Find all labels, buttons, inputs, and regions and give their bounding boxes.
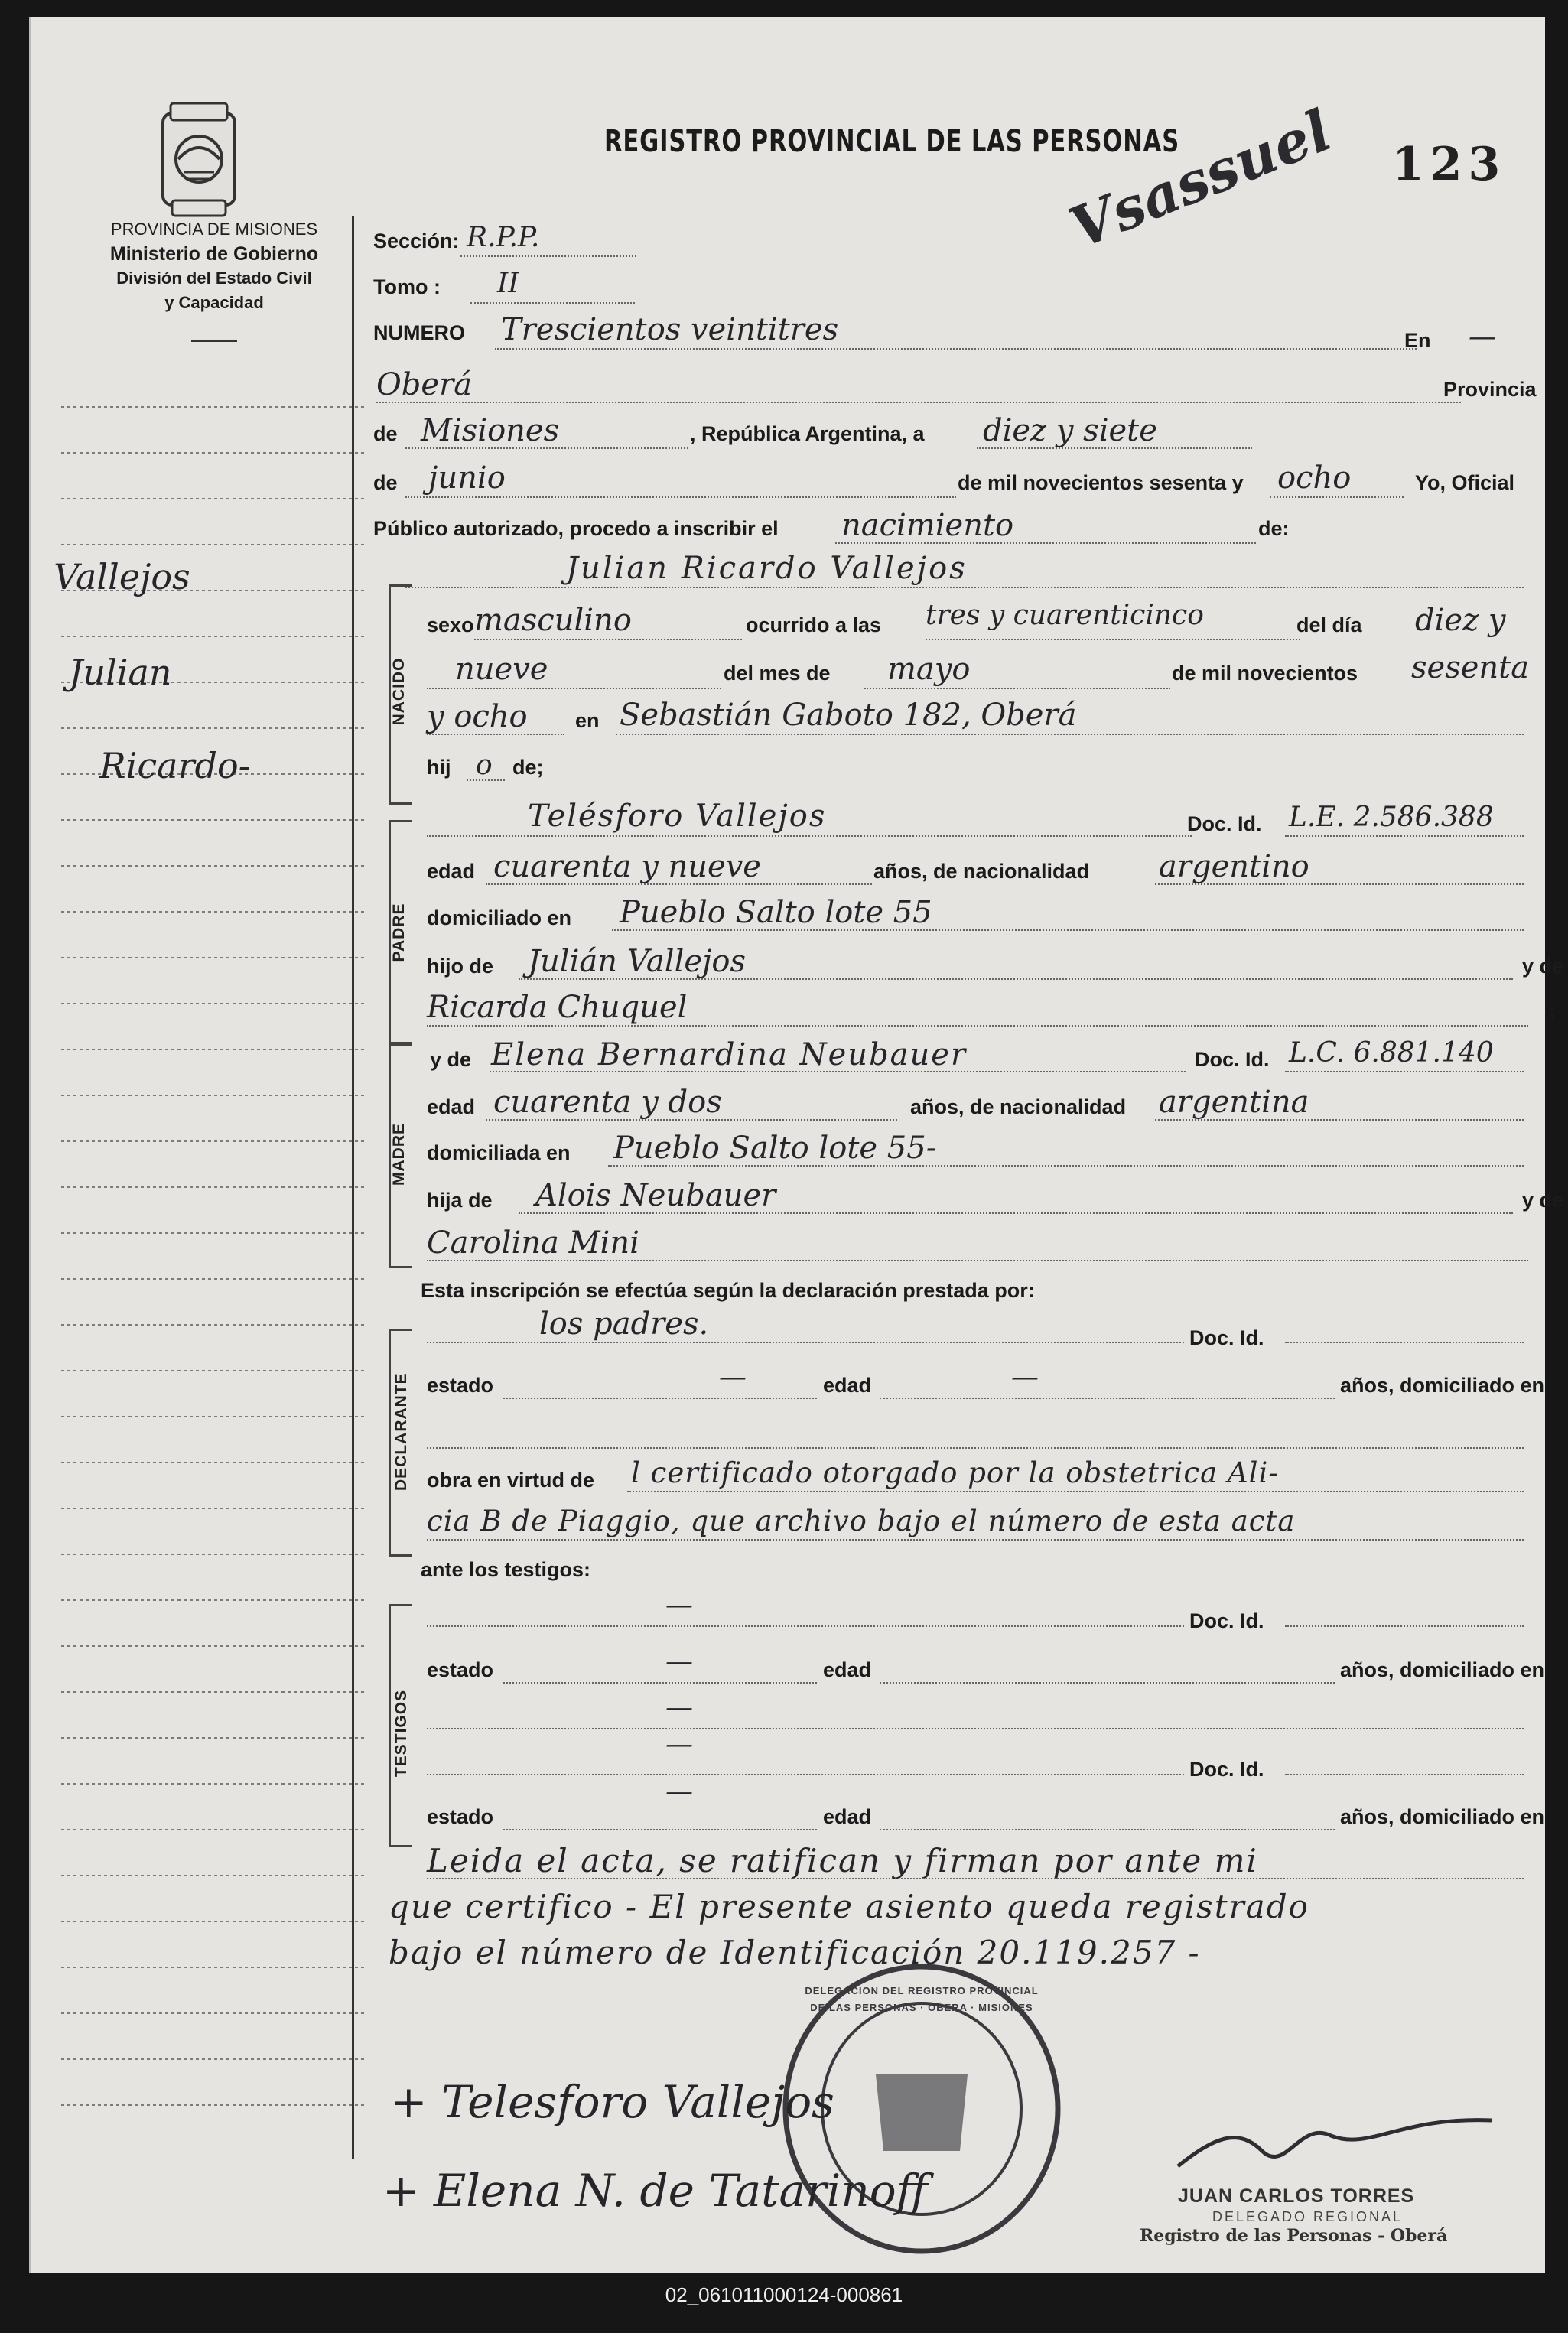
label-padre-hijo-de: hijo de (427, 955, 493, 978)
ministry-label: Ministerio de Gobierno (109, 243, 319, 265)
label-madre-y-de: y de (1522, 1189, 1564, 1212)
margin-name-2: Ricardo- (99, 745, 251, 786)
image-caption: 02_061011000124-000861 (665, 2283, 903, 2306)
label-madre-nacionalidad: años, de nacionalidad (910, 1095, 1127, 1118)
value-fecha-anio: ocho (1277, 460, 1352, 496)
label-ante-testigos: ante los testigos: (421, 1558, 591, 1581)
label-madre-y-de: y de (430, 1048, 472, 1071)
label-de-mes: de (373, 471, 398, 494)
label-semicolon: ; (1549, 999, 1556, 1022)
value-padre-nacionalidad: argentino (1159, 849, 1309, 884)
label-obra: obra en virtud de (427, 1469, 595, 1492)
division-label: División del Estado Civil (116, 268, 312, 288)
certificate-page (29, 17, 1564, 2273)
label-testigo-2-estado: estado (427, 1805, 494, 1828)
label-testigo-1-estado: estado (427, 1658, 494, 1681)
value-madre-edad: cuarenta y dos (493, 1085, 722, 1120)
label-declarante-edad: edad (823, 1374, 872, 1397)
label-de-inscribir: de: (1258, 517, 1290, 540)
ruled-lines (61, 353, 367, 2182)
value-anio-1: sesenta (1411, 650, 1530, 685)
label-testigo-1-edad: edad (823, 1658, 872, 1681)
label-testigo-2-edad: edad (823, 1805, 872, 1828)
value-testigo-1-estado: — (665, 1646, 693, 1677)
official-signature-icon (1170, 2105, 1507, 2189)
value-dia-1: diez y (1415, 603, 1506, 638)
value-testigo-2-nombre: — (665, 1729, 693, 1760)
value-testigo-2-estado: — (665, 1776, 693, 1808)
label-de-mil: de mil novecientos sesenta y (958, 471, 1244, 494)
value-fecha-dia: diez y siete (983, 413, 1157, 448)
value-madre-nombre: Elena Bernardina Neubauer (491, 1037, 968, 1072)
label-hijo: hij (427, 756, 451, 779)
label-en-lugar: en (575, 709, 600, 732)
divider (191, 340, 237, 342)
value-mes: mayo (887, 652, 971, 687)
margin-name-1: Julian (69, 652, 172, 693)
label-padre-y-de: y de (1522, 955, 1564, 978)
label-provincia: Provincia (1443, 378, 1537, 401)
page-number: 123 (1392, 138, 1507, 191)
official-role: DELEGADO REGIONAL (1212, 2209, 1404, 2224)
note-line-1: Leida el acta, se ratifican y firman por ante mi (427, 1842, 1258, 1879)
value-testigo-1-domicilio: — (665, 1692, 693, 1723)
label-numero: NUMERO (373, 321, 465, 344)
province-label: PROVINCIA DE MISIONES (110, 220, 318, 239)
label-padre-domicilio: domiciliado en (427, 906, 572, 929)
note-line-2: que certifico - El presente asiento queda registrado (389, 1888, 1309, 1925)
section-label-padre: PADRE (390, 903, 408, 962)
label-yo-oficial: Yo, Oficial (1415, 471, 1515, 494)
document-title: REGISTRO PROVINCIAL DE LAS PERSONAS (604, 124, 1180, 159)
label-testigo-2-domicilio: años, domiciliado en (1340, 1805, 1545, 1828)
value-acto: nacimiento (841, 508, 1014, 543)
label-declarante-estado: estado (427, 1374, 494, 1397)
value-fecha-mes: junio (428, 460, 506, 496)
label-padre-nacionalidad: años, de nacionalidad (873, 860, 1090, 883)
label-publico: Público autorizado, procedo a inscribir el (373, 517, 779, 540)
label-ocurrido: ocurrido a las (746, 613, 882, 636)
value-lugar: Oberá (376, 367, 473, 402)
value-testigo-1-nombre: — (665, 1589, 693, 1621)
label-declaracion: Esta inscripción se efectúa según la declaración prestada por: (421, 1279, 1035, 1302)
section-label-nacido: NACIDO (390, 657, 408, 726)
value-padre-nombre: Telésforo Vallejos (528, 799, 827, 834)
label-de-padres: de; (512, 756, 544, 779)
label-en: En (1404, 329, 1431, 352)
annotation-signature: Vsassuel (1060, 97, 1341, 262)
section-label-madre: MADRE (390, 1123, 408, 1186)
value-madre-domicilio: Pueblo Salto lote 55- (613, 1131, 937, 1166)
label-madre-hija-de: hija de (427, 1189, 493, 1212)
value-madre-nacionalidad: argentina (1159, 1085, 1309, 1120)
value-obra-2: cia B de Piaggio, que archivo bajo el número de esta acta (427, 1505, 1296, 1537)
section-label-declarante: DECLARANTE (392, 1372, 410, 1491)
label-padre-doc: Doc. Id. (1187, 812, 1262, 835)
value-padre-doc: L.E. 2.586.388 (1289, 802, 1494, 833)
value-provincia: Misiones (421, 413, 560, 448)
value-sexo: masculino (474, 603, 632, 638)
label-seccion: Sección: (373, 229, 460, 252)
value-hora: tres y cuarenticinco (926, 600, 1204, 631)
value-seccion: R.P.P. (467, 222, 540, 253)
label-republica: , República Argentina, a (690, 422, 925, 445)
label-declarante-domicilio: años, domiciliado en (1340, 1374, 1545, 1397)
seal-text: DELEGACION DEL REGISTRO PROVINCIAL DE LAS PERSONAS · OBERA · MISIONES (805, 1985, 1039, 2013)
label-madre-domicilio: domiciliada en (427, 1141, 571, 1164)
label-madre-doc: Doc. Id. (1195, 1048, 1270, 1071)
label-testigo-1-doc: Doc. Id. (1189, 1609, 1264, 1632)
value-numero: Trescientos veintitres (501, 312, 839, 347)
value-declarante: los padres. (539, 1306, 709, 1342)
note-line-3: bajo el número de Identificación 20.119.257 - (389, 1934, 1201, 1971)
label-de-mil-nacido: de mil novecientos (1172, 662, 1358, 685)
signature-mother: + Elena N. de Tatarinoff (382, 2165, 928, 2217)
label-testigo-1-domicilio: años, domiciliado en (1340, 1658, 1545, 1681)
value-dia-2: nueve (455, 652, 548, 687)
label-del-dia: del día (1296, 613, 1362, 636)
value-padre-madre: Ricarda Chuquel (427, 990, 688, 1025)
value-declarante-estado: — (719, 1362, 747, 1393)
value-madre-hija-de: Alois Neubauer (535, 1178, 776, 1213)
label-madre-edad: edad (427, 1095, 476, 1118)
margin-surname: Vallejos (54, 556, 190, 597)
value-lugar-nacimiento: Sebastián Gaboto 182, Oberá (620, 698, 1077, 733)
left-margin-column (61, 353, 367, 2182)
value-hijo-suffix: o (476, 750, 493, 781)
signature-father: + Telesforo Vallejos (390, 2076, 834, 2128)
official-office: Registro de las Personas - Oberá (1140, 2226, 1448, 2246)
label-sexo: sexo (427, 613, 474, 636)
label-testigo-2-doc: Doc. Id. (1189, 1758, 1264, 1781)
label-padre-edad: edad (427, 860, 476, 883)
label-de-provincia: de (373, 422, 398, 445)
division-label-2: y Capacidad (164, 293, 264, 312)
column-separator (352, 216, 354, 2159)
value-padre-hijo-de: Julián Vallejos (528, 944, 747, 979)
value-obra-1: l certificado otorgado por la obstetrica Ali- (631, 1456, 1279, 1489)
value-nombre: Julian Ricardo Vallejos (566, 551, 968, 586)
label-tomo: Tomo : (373, 275, 441, 298)
section-label-testigos: TESTIGOS (392, 1689, 410, 1778)
value-madre-madre: Carolina Mini (427, 1225, 639, 1261)
value-anio-2: y ocho (427, 699, 528, 734)
official-name: JUAN CARLOS TORRES (1178, 2185, 1415, 2207)
header-left-block (54, 217, 375, 315)
province-coat-of-arms-icon (157, 99, 241, 222)
label-declarante-doc: Doc. Id. (1189, 1326, 1264, 1349)
value-padre-edad: cuarenta y nueve (493, 849, 761, 884)
value-en: — (1469, 321, 1496, 353)
value-declarante-edad: — (1011, 1362, 1039, 1393)
value-tomo: II (497, 268, 519, 299)
value-padre-domicilio: Pueblo Salto lote 55 (620, 895, 932, 930)
value-madre-doc: L.C. 6.881.140 (1289, 1037, 1494, 1069)
label-del-mes: del mes de (724, 662, 831, 685)
